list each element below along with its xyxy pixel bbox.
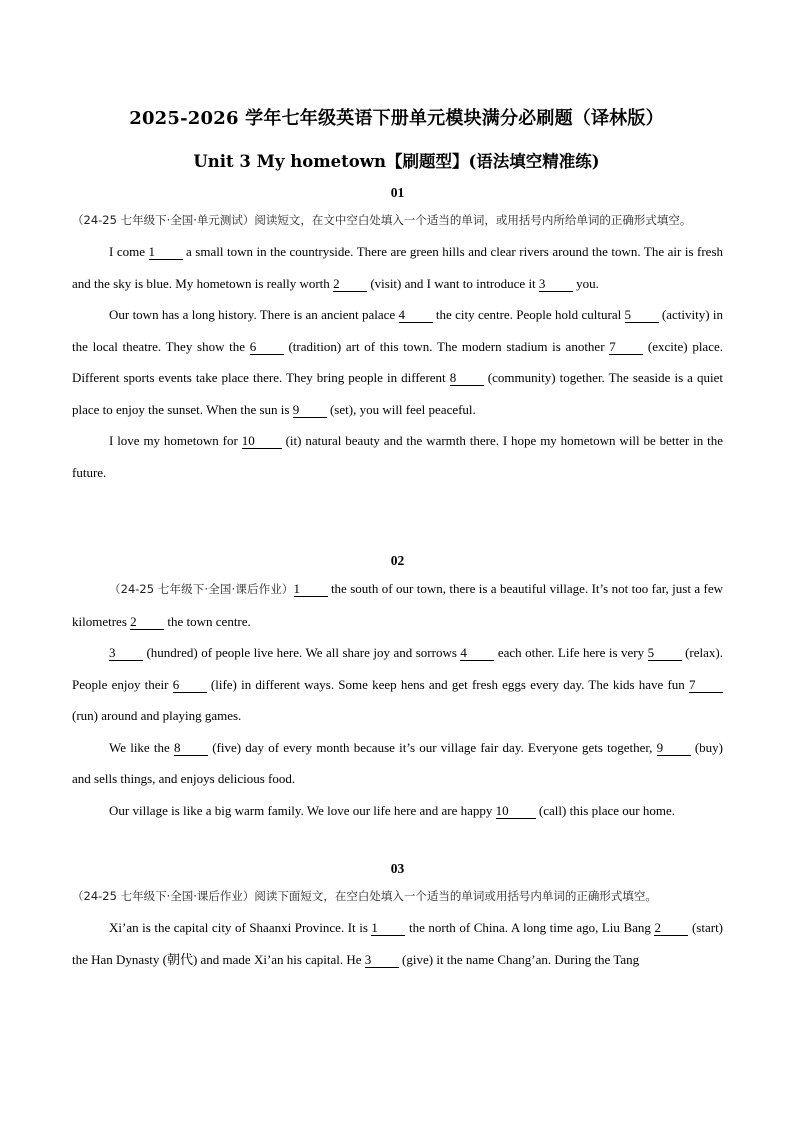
answer-blank-1[interactable]: 1: [371, 920, 405, 936]
exercise-section-02: [72, 551, 723, 826]
section-instruction: （24-25 七年级下·全国·课后作业）阅读下面短文，在空白处填入一个适当的单词或用括号内单词的正确形式填空。: [72, 889, 657, 903]
passage-paragraph: Xi’an is the capital city of Shaanxi Province. It is 1 the north of China. A long time ago, Liu Bang 2 (start) the Han Dynasty (朝代) and made Xi’an his capital. He 3 (give) it the name Chang’an. During the Tang: [72, 920, 724, 967]
passage: [72, 573, 723, 826]
section-instruction: （24-25 七年级下·全国·课后作业）: [109, 582, 294, 596]
exercise-section-01: [72, 183, 723, 488]
answer-blank-8[interactable]: 8: [450, 370, 484, 386]
section-instruction: （24-25 七年级下·全国·单元测试）阅读短文，在文中空白处填入一个适当的单词，或用括号内所给单词的正确形式填空。: [72, 213, 692, 227]
answer-blank-9[interactable]: 9: [657, 740, 691, 756]
answer-blank-9[interactable]: 9: [293, 402, 327, 418]
answer-blank-1[interactable]: 1: [294, 581, 328, 597]
answer-blank-2[interactable]: 2: [130, 614, 164, 630]
passage-paragraph: 3 (hundred) of people live here. We all share joy and sorrows 4 each other. Life here is very 5 (relax). People enjoy their 6 (life) in different ways. Some keep hens and get fresh eggs every day. The kids have fun 7 (run) around and playing games.: [72, 645, 723, 723]
page-subtitle: Unit 3 My hometown【刷题型】(语法填空精准练): [193, 152, 600, 171]
section-number: 03: [390, 861, 405, 876]
answer-blank-8[interactable]: 8: [174, 740, 208, 756]
answer-blank-1[interactable]: 1: [149, 244, 183, 260]
answer-blank-4[interactable]: 4: [399, 307, 433, 323]
section-number: 01: [390, 185, 405, 200]
section-number: 02: [390, 553, 405, 568]
passage-paragraph: Our village is like a big warm family. We love our life here and are happy 10 (call) this place our home.: [109, 802, 675, 818]
exercise-section-03: [72, 859, 723, 975]
answer-blank-5[interactable]: 5: [625, 307, 659, 323]
answer-blank-3[interactable]: 3: [365, 952, 399, 968]
answer-blank-7[interactable]: 7: [689, 677, 723, 693]
passage-paragraph: We like the 8 (five) day of every month because it’s our village fair day. Everyone gets together, 9 (buy) and sells things, and enjoys delicious food.: [72, 739, 723, 786]
answer-blank-2[interactable]: 2: [333, 276, 367, 292]
answer-blank-10[interactable]: 10: [242, 433, 282, 449]
passage-paragraph: （24-25 七年级下·全国·课后作业）1 the south of our town, there is a beautiful village. It’s not too far, just a few kilometres 2 the town centre.: [72, 581, 723, 629]
passage-paragraph: I come 1 a small town in the countryside. There are green hills and clear rivers around the town. The air is fresh and the sky is blue. My hometown is really worth 2 (visit) and I want to introduce it 3 you.: [72, 244, 724, 291]
answer-blank-3[interactable]: 3: [109, 645, 143, 661]
answer-blank-7[interactable]: 7: [609, 339, 643, 355]
passage-paragraph: I love my hometown for 10 (it) natural beauty and the warmth there. I hope my hometown will be better in the future.: [72, 433, 723, 480]
passage: [72, 236, 723, 488]
answer-blank-10[interactable]: 10: [496, 803, 536, 819]
answer-blank-6[interactable]: 6: [173, 677, 207, 693]
answer-blank-3[interactable]: 3: [539, 276, 573, 292]
page-title: 2025-2026 学年七年级英语下册单元模块满分必刷题（译林版）: [129, 108, 664, 129]
passage: [72, 912, 723, 975]
answer-blank-2[interactable]: 2: [654, 920, 688, 936]
answer-blank-5[interactable]: 5: [648, 645, 682, 661]
answer-blank-4[interactable]: 4: [460, 645, 494, 661]
answer-blank-6[interactable]: 6: [250, 339, 284, 355]
passage-paragraph: Our town has a long history. There is an ancient palace 4 the city centre. People hold cultural 5 (activity) in the local theatre. They show the 6 (tradition) art of this town. The modern stadium is another 7 (excite) place. Different sports events take place there. They bring people in different 8 (community) together. The seaside is a quiet place to enjoy the sunset. When the sun is 9 (set), you will feel peaceful.: [72, 307, 724, 417]
